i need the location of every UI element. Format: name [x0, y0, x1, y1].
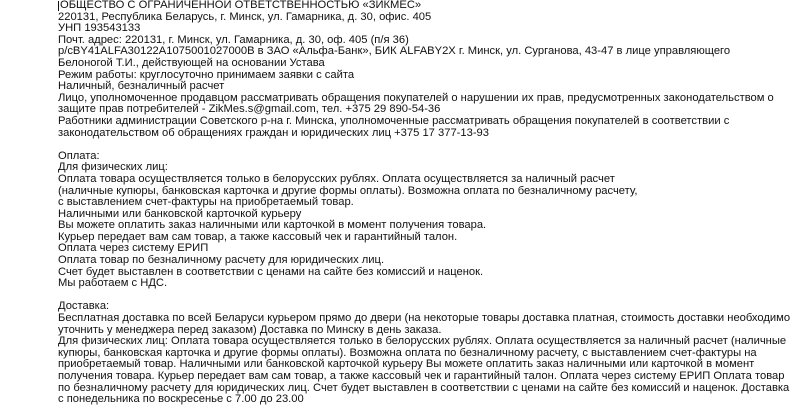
delivery-line: с понедельника по воскресенье с 7.00 до 23.00	[58, 393, 304, 406]
requisites-block	[58, 10, 774, 140]
company-name	[58, 0, 421, 12]
payment-line: Для физических лиц:	[58, 161, 168, 174]
delivery-line: Для физических лиц: Оплата товара осуществляется только в белорусских рублях. Оплата осуществляется за наличный расчет (наличные	[58, 335, 787, 348]
requisites-line: Наличный, безналичный расчет	[58, 80, 225, 93]
payment-line: Мы работаем с НДС.	[58, 277, 168, 290]
requisites-line: законодательством об обращениях граждан и юридических лиц +375 17 377-13-93	[58, 126, 490, 139]
delivery-heading: Доставка:	[58, 300, 110, 313]
payment-line: Оплата товар по безналичному расчету для юридических лиц.	[58, 254, 385, 267]
company-name-line	[58, 0, 738, 12]
payment-line: Счет будет выставлен в соответствии с ценами на сайте без комиссий и наценок.	[58, 265, 484, 278]
requisites-line: р/сBY41ALFA30122A1075001027000B в ЗАО «Альфа-Банк», БИК ALFABY2X г. Минск, ул. Сурганова, 43-47 в лице управляющего	[58, 45, 731, 58]
company-name-text: ОБЩЕСТВО С ОГРАНИЧЕННОЙ ОТВЕТСТВЕННОСТЬЮ «ЗИКМЕС»	[60, 0, 422, 11]
payment-line: Наличными или банковской карточкой курьеру	[58, 207, 302, 220]
delivery-line: Бесплатная доставка по всей Беларуси курьером прямо до двери (на некоторые товары доставка платная, стоимость доставки необходимо	[58, 312, 791, 325]
spacer	[58, 290, 738, 302]
requisites-line: Белоногой Т.И., действующей на основании Устава	[58, 56, 325, 69]
payment-line: Оплата товара осуществляется только в белорусских рублях. Оплата осуществляется за наличный расчет	[58, 172, 615, 185]
delivery-section	[58, 300, 791, 406]
requisites-line: защите прав потребителей - ZikMes.s@gmail.com, тел. +375 29 890-54-36	[58, 103, 441, 116]
payment-heading: Оплата:	[58, 149, 100, 162]
spacer	[58, 139, 738, 151]
requisites-line: Лицо, уполномоченное продавцом рассматривать обращения покупателей о нарушении их прав, предусмотренных законодательством о	[58, 91, 774, 104]
requisites-line: УНП 193543133	[58, 22, 141, 35]
delivery-line: купюры, банковская карточка и другие формы оплаты). Возможна оплата по безналичному расчету, с выставлением счет-фактуры на	[58, 346, 757, 359]
delivery-line: уточнить у менеджера перед заказом) Доставка по Минску в день заказа.	[58, 323, 442, 336]
payment-line: Оплата через систему ЕРИП	[58, 242, 209, 255]
delivery-line: приобретаемый товар. Наличными или банковской карточкой курьеру Вы можете оплатить заказ наличными или карточкой в момент	[58, 358, 755, 371]
payment-line: с выставлением счет-фактуры на приобретаемый товар.	[58, 196, 354, 209]
payment-line: Курьер передает вам сам товар, а также кассовый чек и гарантийный талон.	[58, 230, 458, 243]
delivery-line: по безналичному расчету для юридических лиц. Счет будет выставлен в соответствии с ценами на сайте без комиссий и наценок. Доставка	[58, 381, 790, 394]
document-body	[58, 0, 791, 406]
payment-section	[58, 151, 738, 290]
payment-line: (наличные купюры, банковская карточка и другие формы оплаты). Возможна оплата по безналичному расчету,	[58, 184, 638, 197]
payment-line: Вы можете оплатить заказ наличными или карточкой в момент получения товара.	[58, 219, 487, 232]
requisites-line: 220131, Республика Беларусь, г. Минск, ул. Гамарника, д. 30, офис. 405	[58, 10, 432, 23]
delivery-line: получения товара. Курьер передает вам сам товар, а также кассовый чек и гарантийный талон. Оплата через систему ЕРИП Оплата товар	[58, 370, 785, 382]
requisites-line: Режим работы: круглосуточно принимаем заявки с сайта	[58, 68, 355, 81]
requisites-line: Работники администрации Советского р-на г. Минска, уполномоченные рассматривать обращения покупателей в соответствии с	[58, 114, 730, 127]
requisites-line: Почт. адрес: 220131, г. Минск, ул. Гамарника, д. 30, оф. 405 (п/я 36)	[58, 33, 409, 46]
